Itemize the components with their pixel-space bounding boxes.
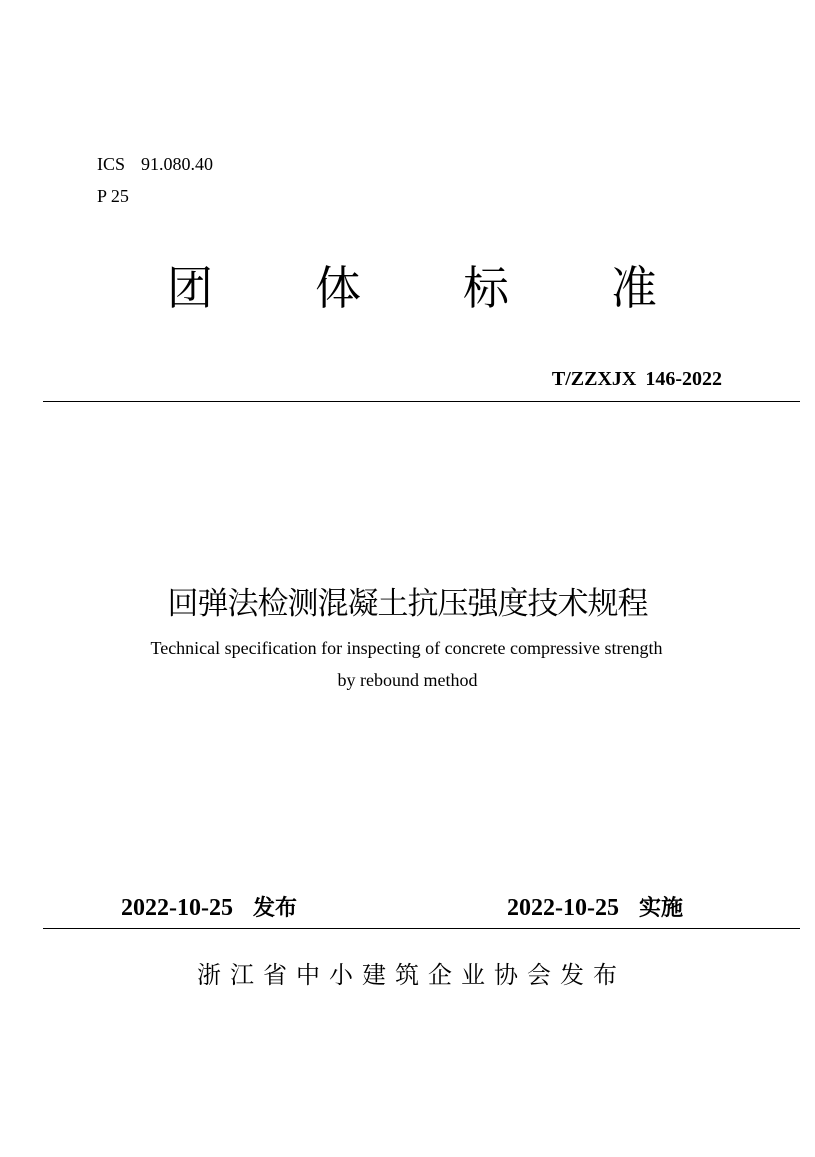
divider-top [43, 401, 800, 402]
standard-type-char: 体 [315, 261, 361, 315]
issue-date-block [121, 893, 297, 924]
implement-date: 2022-10-25 [507, 895, 619, 921]
issue-label: 发布 [252, 896, 297, 921]
implement-label: 实施 [638, 896, 683, 921]
standard-type-char: 标 [463, 261, 509, 315]
ics-label: ICS [97, 154, 126, 174]
standard-type-heading [160, 258, 670, 318]
title-english-line-2: by rebound method [337, 670, 478, 690]
issue-date: 2022-10-25 [121, 895, 233, 921]
divider-bottom [43, 928, 800, 929]
standard-number: T/ZZXJX 146-2022 [551, 368, 722, 390]
title-chinese: 回弹法检测混凝土抗压强度技术规程 [167, 586, 648, 622]
ics-code: 91.080.40 [141, 154, 214, 174]
ics-classification [97, 154, 213, 174]
title-english-line-1: Technical specification for inspecting of concrete compressive strength [150, 638, 663, 658]
ccs-code: P 25 [97, 186, 129, 206]
implement-date-block [507, 893, 683, 924]
standard-type-char: 准 [611, 261, 657, 315]
standard-type-char: 团 [167, 261, 213, 315]
title-english [0, 638, 815, 702]
publisher: 浙江省中小建筑企业协会发布 [197, 961, 626, 989]
